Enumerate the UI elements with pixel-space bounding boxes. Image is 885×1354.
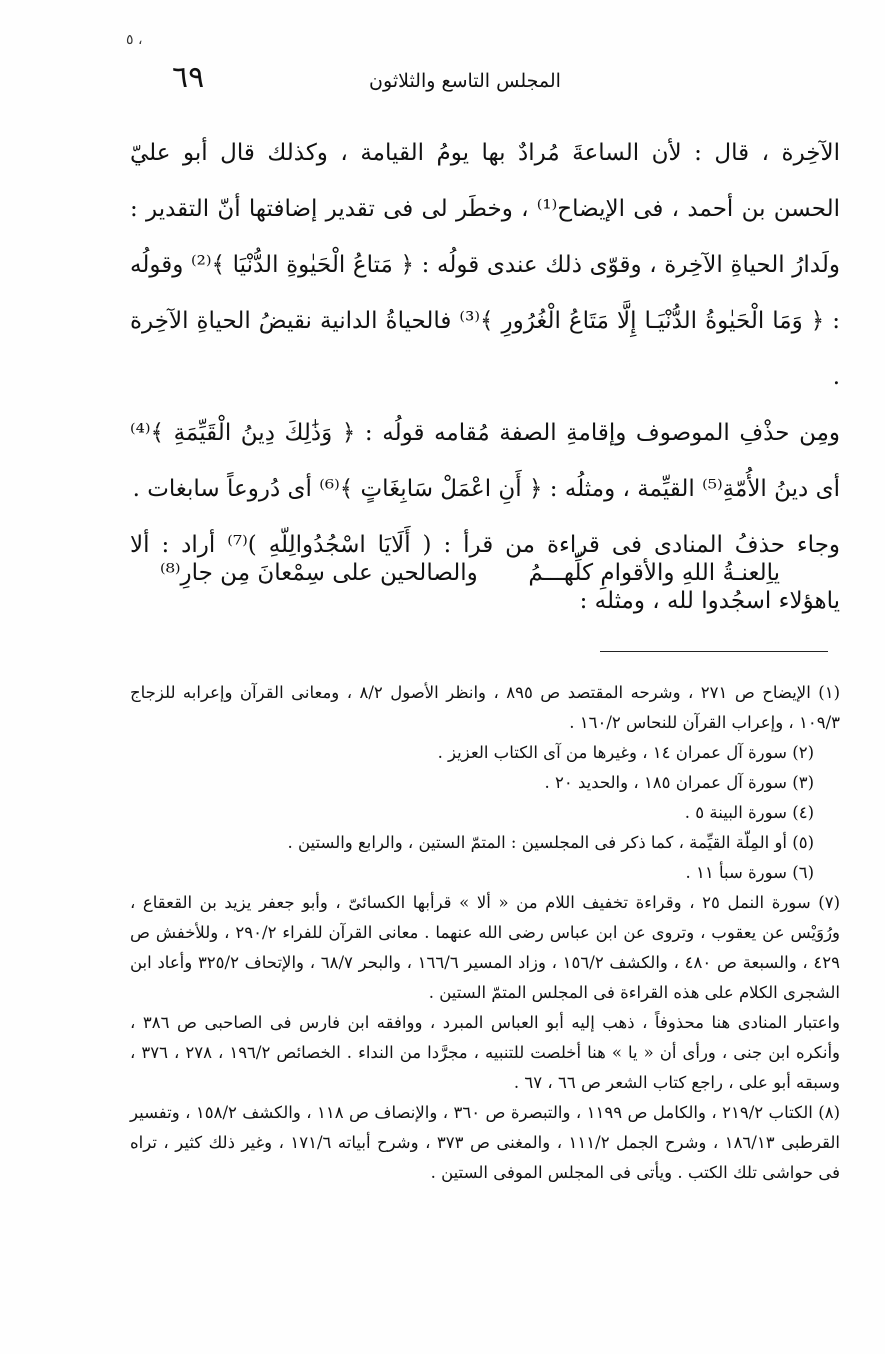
footnote: (٦) سورة سبأ ١١ . bbox=[685, 863, 814, 882]
poetry-verse bbox=[160, 560, 780, 586]
footnote-separator bbox=[600, 651, 828, 652]
paragraph: ومِن حذْفِ الموصوف وإقامةِ الصفة مُقامه قولُه : ﴿ وَذَٰلِكَ دِينُ الْقَيِّمَةِ ﴾⁽⁴⁾ أى دينُ الأُمّةِ⁽⁵⁾ القيِّمة ، ومثلُه : ﴿ أَنِ اعْمَلْ سَابِغَاتٍ ﴾⁽⁶⁾ أى دُروعاً سابغات . bbox=[130, 420, 840, 502]
main-text bbox=[130, 125, 840, 629]
corner-mark: ، ٥ bbox=[126, 32, 143, 48]
footnote: (٨) الكتاب ٢١٩/٢ ، والكامل ص ١١٩٩ ، والتبصرة ص ٣٦٠ ، والإنصاف ص ١١٨ ، والكشف ١٥٨/٢ ، وتفسير القرطبى ١٨٦/١٣ ، وشرح الجمل ١١١/٢ ، والمغنى ص ٣٧٣ ، وشرح أبياته ١٧١/٦ ، وغير ذلك كثير ، تراه فى حواشى تلك الكتب . ويأتى فى المجلس الموفى الستين . bbox=[130, 1103, 840, 1182]
paragraph: وجاء حذفُ المنادى فى قراءة من قرأ : ( أَلَايَا اسْجُدُوالِلّهِ )⁽⁷⁾ أراد : ألا ياهؤلاء اسجُدوا لله ، ومثله : bbox=[130, 532, 841, 614]
running-header: المجلس التاسع والثلاثون bbox=[369, 70, 561, 92]
footnote: (٤) سورة البينة ٥ . bbox=[684, 803, 814, 822]
footnote: (٧) سورة النمل ٢٥ ، وقراءة تخفيف اللام من « ألا » قرأبها الكسائىّ ، وأبو جعفر يزيد بن القعقاع ، ورُوَيْس عن يعقوب ، وتروى عن ابن عباس رضى الله عنهما . معانى القرآن للفراء ٢٩٠/٢ ، وللأخفش ص ٤٢٩ ، والسبعة ص ٤٨٠ ، والكشف ١٥٦/٢ ، وزاد المسير ١٦٦/٦ ، والبحر ٦٨/٧ ، والإتحاف ٣٢٥/٢ وأعاد ابن الشجرى الكلام على هذه القراءة فى المجلس المتمّ الستين . bbox=[130, 893, 841, 1002]
footnotes bbox=[130, 678, 840, 1188]
footnote: (٢) سورة آل عمران ١٤ ، وغيرها من آى الكتاب العزيز . bbox=[437, 743, 814, 762]
page-number: ٦٩ bbox=[172, 60, 205, 95]
verse-hemistich-first: ياِلعنـةُ اللهِ والأقوامِ كلِّهـــمُ bbox=[528, 560, 780, 586]
footnote: واعتبار المنادى هنا محذوفاً ، ذهب إليه أبو العباس المبرد ، ووافقه ابن فارس فى الصاحبى ص ٣٨٦ ، وأنكره ابن جنى ، ورأى أن « يا » هنا أخلصت للتنبيه ، مجرَّدا من النداء . الخصائص ١٩٦/٢ ، ٢٧٨ ، ٣٧٦ ، وسبقه أبو على ، راجع كتاب الشعر ص ٦٦ ، ٦٧ . bbox=[130, 1013, 841, 1092]
paragraph: الآخِرة ، قال : لأن الساعةَ مُرادٌ بها يومُ القيامة ، وكذلك قال أبو عليّ الحسن بن أحمد ، فى الإيضاح⁽¹⁾ ، وخطَر لى فى تقدير إضافتها أنّ التقدير : ولَدارُ الحياةِ الآخِرة ، وقوّى ذلك عندى قولُه : ﴿ مَتاعُ الْحَيٰوةِ الدُّنْيَا ﴾⁽²⁾ وقولُه : ﴿ وَمَا الْحَيٰوةُ الدُّنْيَـا إِلَّا مَتَاعُ الْغُرُورِ ﴾⁽³⁾ فالحياةُ الدانية نقيضُ الحياةِ الآخِرة . bbox=[130, 140, 840, 390]
footnote: (٥) أو المِلّة القيِّمة ، كما ذكر فى المجلسين : المتمّ الستين ، والرابع والستين . bbox=[287, 833, 814, 852]
footnote: (١) الإيضاح ص ٢٧١ ، وشرحه المقتصد ص ٨٩٥ ، وانظر الأصول ٨/٢ ، ومعانى القرآن وإعرابه للزجاج ١٠٩/٣ ، وإعراب القرآن للنحاس ١٦٠/٢ . bbox=[130, 683, 841, 732]
verse-hemistich-second: والصالحين على سِمْعانَ مِن جارِ⁽⁸⁾ bbox=[160, 560, 478, 586]
footnote: (٣) سورة آل عمران ١٨٥ ، والحديد ٢٠ . bbox=[544, 773, 814, 792]
